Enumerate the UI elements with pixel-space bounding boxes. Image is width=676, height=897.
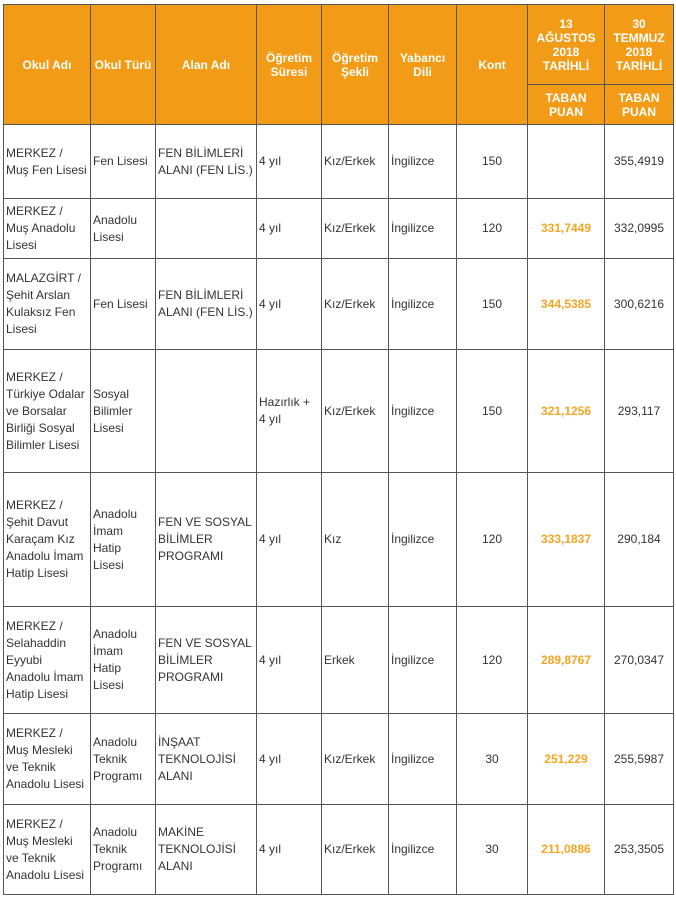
header-language: Yabancı Dili (389, 5, 457, 125)
aug-score-cell: 331,7449 (528, 199, 605, 259)
language-cell: İngilizce (389, 199, 457, 259)
aug-score-cell: 211,0886 (528, 805, 605, 895)
header-mode: Öğretim Şekli (322, 5, 389, 125)
duration-cell: 4 yıl (257, 199, 322, 259)
header-school-name: Okul Adı (4, 5, 91, 125)
mode-cell: Erkek (322, 607, 389, 714)
language-cell: İngilizce (389, 259, 457, 350)
jul-score-cell: 255,5987 (605, 714, 674, 805)
language-cell: İngilizce (389, 125, 457, 199)
school-type-cell: Anadolu Lisesi (91, 199, 156, 259)
table-row (4, 199, 674, 259)
aug-score-cell: 289,8767 (528, 607, 605, 714)
jul-score-cell: 300,6216 (605, 259, 674, 350)
table-row (4, 259, 674, 350)
quota-cell: 30 (457, 805, 528, 895)
aug-score-cell: 321,1256 (528, 350, 605, 473)
school-name-cell: MERKEZ / Türkiye Odalar ve Borsalar Birliği Sosyal Bilimler Lisesi (4, 350, 91, 473)
header-jul-base-score: TABAN PUAN (605, 85, 674, 125)
duration-cell: Hazırlık + 4 yıl (257, 350, 322, 473)
duration-cell: 4 yıl (257, 607, 322, 714)
jul-score-cell: 332,0995 (605, 199, 674, 259)
table-row (4, 607, 674, 714)
jul-score-cell: 290,184 (605, 473, 674, 607)
school-name-cell: MALAZGİRT / Şehit Arslan Kulaksız Fen Lisesi (4, 259, 91, 350)
header-jul-date: 30 TEMMUZ 2018 TARİHLİ (605, 5, 674, 85)
duration-cell: 4 yıl (257, 805, 322, 895)
quota-cell: 150 (457, 259, 528, 350)
field-name-cell: MAKİNE TEKNOLOJİSİ ALANI (156, 805, 257, 895)
jul-score-cell: 270,0347 (605, 607, 674, 714)
header-aug-date: 13 AĞUSTOS 2018 TARİHLİ (528, 5, 605, 85)
mode-cell: Kız (322, 473, 389, 607)
quota-cell: 120 (457, 607, 528, 714)
header-duration: Öğretim Süresi (257, 5, 322, 125)
school-type-cell: Anadolu Teknik Programı (91, 714, 156, 805)
field-name-cell: FEN BİLİMLERİ ALANI (FEN LİS.) (156, 259, 257, 350)
mode-cell: Kız/Erkek (322, 259, 389, 350)
aug-score-cell (528, 125, 605, 199)
school-type-cell: Fen Lisesi (91, 259, 156, 350)
language-cell: İngilizce (389, 714, 457, 805)
field-name-cell (156, 350, 257, 473)
table-row (4, 125, 674, 199)
language-cell: İngilizce (389, 473, 457, 607)
duration-cell: 4 yıl (257, 714, 322, 805)
quota-cell: 120 (457, 199, 528, 259)
field-name-cell: FEN VE SOSYAL BİLİMLER PROGRAMI (156, 607, 257, 714)
header-school-type: Okul Türü (91, 5, 156, 125)
mode-cell: Kız/Erkek (322, 714, 389, 805)
field-name-cell: FEN BİLİMLERİ ALANI (FEN LİS.) (156, 125, 257, 199)
table-row (4, 805, 674, 895)
table-row (4, 350, 674, 473)
quota-cell: 150 (457, 350, 528, 473)
school-name-cell: MERKEZ / Muş Mesleki ve Teknik Anadolu Lisesi (4, 714, 91, 805)
school-name-cell: MERKEZ / Muş Anadolu Lisesi (4, 199, 91, 259)
duration-cell: 4 yıl (257, 473, 322, 607)
quota-cell: 120 (457, 473, 528, 607)
school-scores-table (3, 4, 674, 895)
quota-cell: 150 (457, 125, 528, 199)
school-name-cell: MERKEZ / Şehit Davut Karaçam Kız Anadolu İmam Hatip Lisesi (4, 473, 91, 607)
school-type-cell: Anadolu Teknik Programı (91, 805, 156, 895)
mode-cell: Kız/Erkek (322, 125, 389, 199)
mode-cell: Kız/Erkek (322, 350, 389, 473)
jul-score-cell: 355,4919 (605, 125, 674, 199)
duration-cell: 4 yıl (257, 259, 322, 350)
header-field-name: Alan Adı (156, 5, 257, 125)
quota-cell: 30 (457, 714, 528, 805)
school-type-cell: Sosyal Bilimler Lisesi (91, 350, 156, 473)
aug-score-cell: 251,229 (528, 714, 605, 805)
jul-score-cell: 253,3505 (605, 805, 674, 895)
header-aug-base-score: TABAN PUAN (528, 85, 605, 125)
language-cell: İngilizce (389, 350, 457, 473)
school-type-cell: Anadolu İmam Hatip Lisesi (91, 607, 156, 714)
mode-cell: Kız/Erkek (322, 199, 389, 259)
field-name-cell: FEN VE SOSYAL BİLİMLER PROGRAMI (156, 473, 257, 607)
school-type-cell: Anadolu İmam Hatip Lisesi (91, 473, 156, 607)
school-name-cell: MERKEZ / Muş Mesleki ve Teknik Anadolu Lisesi (4, 805, 91, 895)
table-row (4, 714, 674, 805)
field-name-cell (156, 199, 257, 259)
table-row (4, 473, 674, 607)
language-cell: İngilizce (389, 805, 457, 895)
mode-cell: Kız/Erkek (322, 805, 389, 895)
header-quota: Kont (457, 5, 528, 125)
duration-cell: 4 yıl (257, 125, 322, 199)
school-type-cell: Fen Lisesi (91, 125, 156, 199)
school-name-cell: MERKEZ / Selahaddin Eyyubi Anadolu İmam Hatip Lisesi (4, 607, 91, 714)
field-name-cell: İNŞAAT TEKNOLOJİSİ ALANI (156, 714, 257, 805)
jul-score-cell: 293,117 (605, 350, 674, 473)
language-cell: İngilizce (389, 607, 457, 714)
aug-score-cell: 333,1837 (528, 473, 605, 607)
aug-score-cell: 344,5385 (528, 259, 605, 350)
school-name-cell: MERKEZ / Muş Fen Lisesi (4, 125, 91, 199)
